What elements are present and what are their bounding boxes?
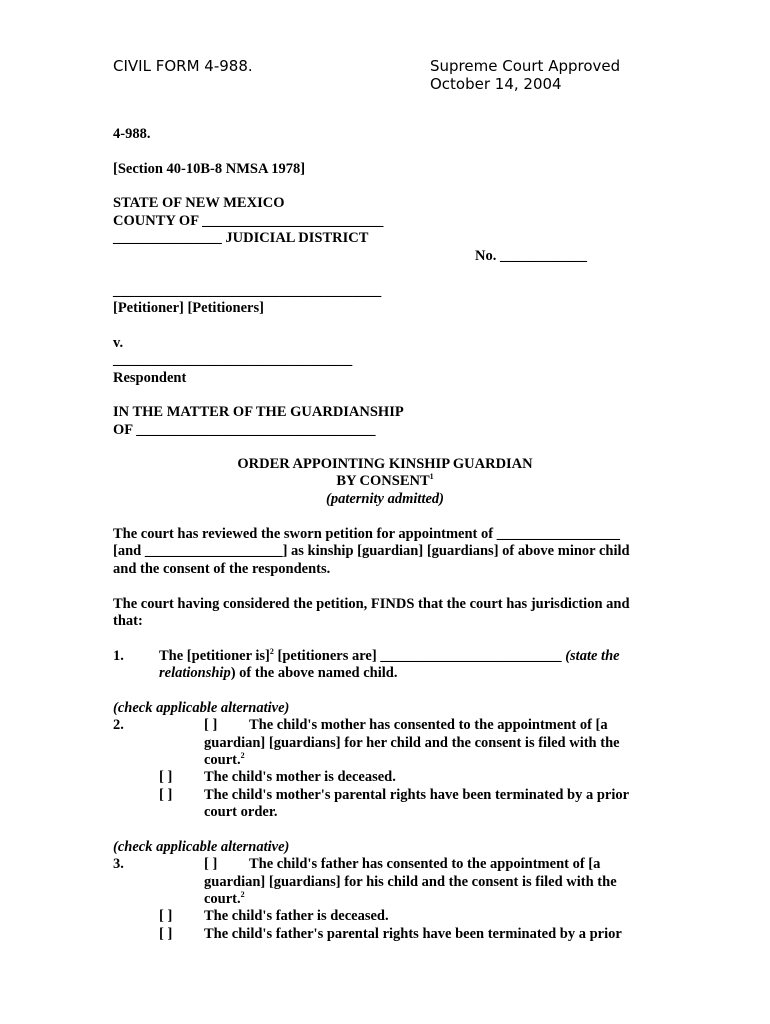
order-title-line-2 (0, 473, 770, 490)
approval-line-2: October 14, 2004 (430, 75, 562, 93)
footnote-ref: 2 (240, 751, 245, 761)
item-1-line-1 (159, 648, 620, 665)
paragraph-1-line-2: [and ___________________] as kinship [guardian] [guardians] of above minor child (113, 543, 630, 559)
form-id: CIVIL FORM 4-988. (113, 57, 253, 75)
item-1-text-a: The [petitioner is] (159, 648, 270, 664)
versus: v. (113, 335, 124, 351)
item-1-italic-a: (state the (565, 648, 620, 664)
paragraph-1-line-3: and the consent of the respondents. (113, 561, 331, 577)
item-3-option-1-line-3 (204, 891, 245, 908)
item-3-option-2-text: The child's father is deceased. (204, 908, 389, 924)
caption-county: COUNTY OF _________________________ (113, 213, 384, 229)
petitioner-label: [Petitioner] [Petitioners] (113, 300, 264, 316)
item-1-italic-b: relationship (159, 665, 231, 681)
matter-line-1: IN THE MATTER OF THE GUARDIANSHIP (113, 404, 404, 420)
item-2-option-3-line-2: court order. (204, 804, 278, 820)
item-2-check-note: (check applicable alternative) (113, 700, 290, 716)
item-2-option-1-line-2: guardian] [guardians] for her child and the consent is filed with the (204, 735, 620, 751)
order-title-line-1: ORDER APPOINTING KINSHIP GUARDIAN (237, 456, 533, 472)
item-2-option-3-checkbox[interactable]: [ ] (159, 787, 173, 803)
item-3-option-1-line-1: The child's father has consented to the appointment of [a (249, 856, 601, 872)
item-3-option-3-line-1: The child's father's parental rights have been terminated by a prior (204, 926, 622, 942)
item-2-option-1-line-1: The child's mother has consented to the appointment of [a (249, 717, 608, 733)
item-3-option-1-checkbox[interactable]: [ ] (204, 856, 218, 872)
caption-district: _______________ JUDICIAL DISTRICT (113, 230, 369, 246)
approval-line-1: Supreme Court Approved (430, 57, 621, 75)
item-1-text-b: [petitioners are] _________________________ (273, 648, 566, 664)
matter-line-2: OF _________________________________ (113, 422, 376, 438)
statute-reference: [Section 40-10B-8 NMSA 1978] (113, 161, 306, 177)
paragraph-2-line-2: that: (113, 613, 143, 629)
footnote-ref: 1 (429, 472, 434, 482)
item-1-text-c: ) of the above named child. (230, 665, 398, 681)
order-title-text: BY CONSENT (336, 473, 430, 489)
item-3-option-1-line-2: guardian] [guardians] for his child and the consent is filed with the (204, 874, 617, 890)
item-1-number: 1. (113, 648, 124, 664)
item-2-option-2-text: The child's mother is deceased. (204, 769, 396, 785)
item-1-line-2 (159, 665, 397, 682)
item-2-option-2-checkbox[interactable]: [ ] (159, 769, 173, 785)
respondent-line: _________________________________ (113, 352, 353, 368)
footnote-ref: 2 (269, 647, 274, 657)
item-3-number: 3. (113, 856, 124, 872)
order-subtitle: (paternity admitted) (326, 491, 444, 507)
case-number: No. ____________ (475, 248, 587, 264)
item-2-option-3-line-1: The child's mother's parental rights have been terminated by a prior (204, 787, 630, 803)
paragraph-2-line-1: The court having considered the petition, FINDS that the court has jurisdiction and (113, 596, 630, 612)
item-2-option-1-text: court. (204, 752, 241, 768)
form-number: 4-988. (113, 126, 151, 142)
item-3-check-note: (check applicable alternative) (113, 839, 290, 855)
paragraph-1-line-1: The court has reviewed the sworn petition for appointment of _________________ (113, 526, 620, 542)
item-3-option-1-text: court. (204, 891, 241, 907)
caption-state: STATE OF NEW MEXICO (113, 195, 285, 211)
item-3-option-2-checkbox[interactable]: [ ] (159, 908, 173, 924)
respondent-label: Respondent (113, 370, 187, 386)
petitioner-signature-line: _____________________________________ (113, 283, 382, 299)
footnote-ref: 2 (240, 890, 245, 900)
item-2-number: 2. (113, 717, 124, 733)
item-2-option-1-line-3 (204, 752, 245, 769)
item-3-option-3-checkbox[interactable]: [ ] (159, 926, 173, 942)
item-2-option-1-checkbox[interactable]: [ ] (204, 717, 218, 733)
